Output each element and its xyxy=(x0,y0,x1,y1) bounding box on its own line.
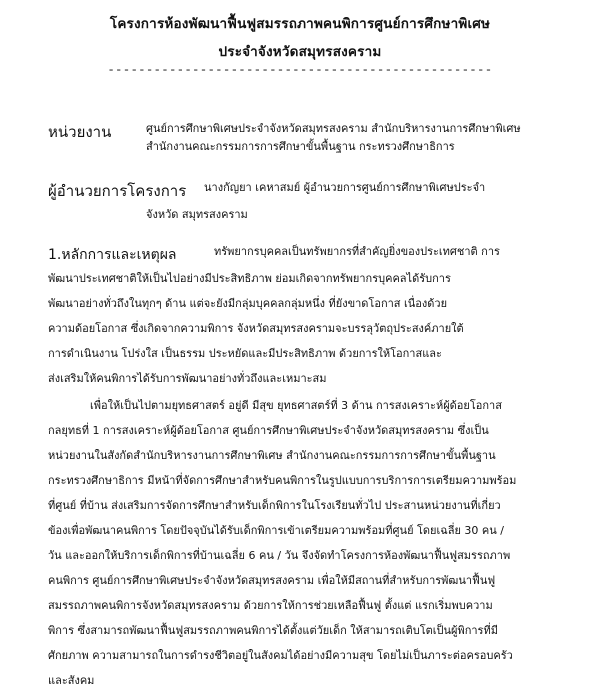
body-line: กลยุทธที่ 1 การสงเคราะห์ผู้ด้อยโอกาส ศูนย์การศึกษาพิเศษประจำจังหวัดสมุทรสงคราม ซึ่งเป็น xyxy=(48,424,489,437)
director-label: ผู้อำนวยการโครงการ xyxy=(48,182,187,200)
body-line: หน่วยงานในสังกัดสำนักบริหารงานการศึกษาพิเศษ สำนักงานคณะกรรมการการศึกษาขั้นพื้นฐาน xyxy=(48,449,496,462)
body-line: ส่งเสริมให้คนพิการได้รับการพัฒนาอย่างทั่วถึงและเหมาะสม xyxy=(48,372,327,385)
title-separator: -------------------------------------------------- xyxy=(107,63,493,77)
body-line: ทรัพยากรบุคคลเป็นทรัพยากรที่สำคัญยิ่งของประเทศชาติ การ xyxy=(214,245,500,258)
body-line: และสังคม xyxy=(48,674,95,687)
body-line: พัฒนาประเทศชาติให้เป็นไปอย่างมีประสิทธิภาพ ย่อมเกิดจากทรัพยากรบุคคลได้รับการ xyxy=(48,272,451,285)
body-line: พัฒนาอย่างทั่วถึงในทุกๆ ด้าน แต่จะยังมีกลุ่มบุคคลกลุ่มหนึ่ง ที่ยังขาดโอกาส เนื่องด้วย xyxy=(48,297,448,310)
body-line: ที่ศูนย์ ที่บ้าน ส่งเสริมการจัดการศึกษาสำหรับเด็กพิการในโรงเรียนทั่วไป ประสานหน่วยงานที่เกี่ยว xyxy=(48,499,501,512)
body-line: กระทรวงศึกษาธิการ มีหน้าที่จัดการศึกษาสำหรับคนพิการในรูปแบบการบริการการเตรียมความพร้อม xyxy=(48,474,517,487)
body-line: พิการ ซึ่งสามารถพัฒนาฟื้นฟูสมรรถภาพคนพิการได้ตั้งแต่วัยเด็ก ให้สามารถเติบโตเป็นผู้พิการที่มี xyxy=(48,624,498,637)
unit-text-line-2: สำนักงานคณะกรรมการการศึกษาขั้นพื้นฐาน กระทรวงศึกษาธิการ xyxy=(146,140,455,153)
document-subtitle: ประจำจังหวัดสมุทรสงคราม xyxy=(218,44,382,60)
section-heading: 1.หลักการและเหตุผล xyxy=(48,247,177,263)
body-line: วัน และออกให้บริการเด็กพิการที่บ้านเฉลี่ย 6 คน / วัน จึงจัดทำโครงการห้องพัฒนาฟื้นฟูสมรรถภาพ xyxy=(48,549,511,562)
body-line: สมรรถภาพคนพิการจังหวัดสมุทรสงคราม ด้วยการให้การช่วยเหลือฟื้นฟู ตั้งแต่ แรกเริ่มพบความ xyxy=(48,599,493,612)
body-line: ศักยภาพ ความสามารถในการดำรงชีวิตอยู่ในสังคมได้อย่างมีความสุข โดยไม่เป็นภาระต่อครอบครัว xyxy=(48,649,513,662)
body-line: เพื่อให้เป็นไปตามยุทธศาสตร์ อยู่ดี มีสุข ยุทธศาสตร์ที่ 3 ด้าน การสงเคราะห์ผู้ด้อยโอกาส xyxy=(90,399,502,412)
body-line: การดำเนินงาน โปร่งใส เป็นธรรม ประหยัดและมีประสิทธิภาพ ด้วยการให้โอกาสและ xyxy=(48,347,442,360)
body-line: คนพิการ ศูนย์การศึกษาพิเศษประจำจังหวัดสมุทรสงคราม เพื่อให้มีสถานที่สำหรับการพัฒนาฟื้นฟู xyxy=(48,574,496,587)
document-title: โครงการห้องพัฒนาฟื้นฟูสมรรถภาพคนพิการศูนย์การศึกษาพิเศษ xyxy=(109,16,491,32)
director-text-line-1: นางกัญยา เคหาสมย์ ผู้อำนวยการศูนย์การศึกษาพิเศษประจำ xyxy=(204,181,486,194)
body-line: ข้องเพื่อพัฒนาคนพิการ โดยปัจจุบันได้รับเด็กพิการเข้าเตรียมความพร้อมที่ศูนย์ โดยเฉลี่ย 30 คน / xyxy=(48,524,505,537)
unit-text-line-1: ศูนย์การศึกษาพิเศษประจำจังหวัดสมุทรสงคราม สำนักบริหารงานการศึกษาพิเศษ xyxy=(146,122,521,135)
unit-label: หน่วยงาน xyxy=(48,123,112,141)
body-line: ความด้อยโอกาส ซึ่งเกิดจากความพิการ จังหวัดสมุทรสงครามจะบรรลุวัตถุประสงค์ภายใต้ xyxy=(48,322,464,335)
director-text-line-2: จังหวัด สมุทรสงคราม xyxy=(146,208,248,221)
